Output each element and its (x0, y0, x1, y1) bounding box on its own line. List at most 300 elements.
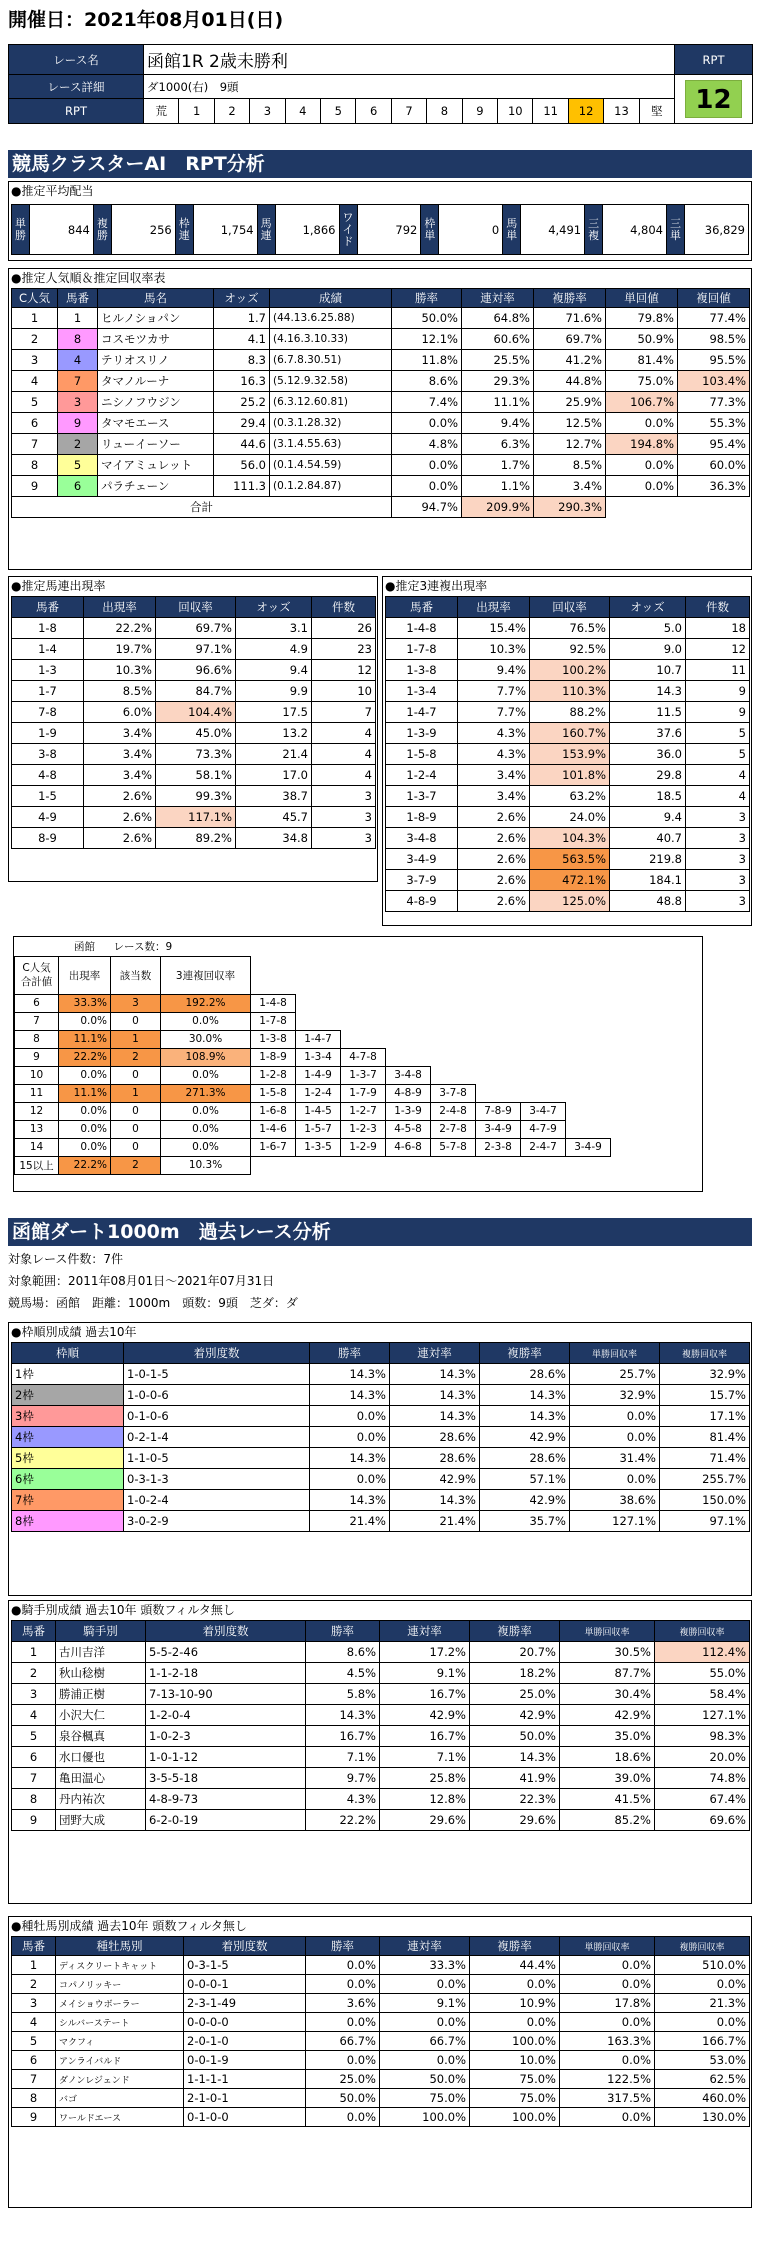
waku-cell: 3-0-2-9 (124, 1511, 310, 1532)
empty-cell (431, 956, 476, 994)
pop-cell: 56.0 (214, 455, 270, 476)
cpop-combo: 3-7-8 (431, 1084, 476, 1102)
pop-cell: (4.16.3.10.33) (270, 329, 392, 350)
table-row (12, 1768, 750, 1789)
jockey-cell: 6 (12, 1747, 56, 1768)
cpop-combo (521, 1156, 566, 1174)
sanren-cell: 2.6% (458, 807, 530, 828)
pop-header: 複回値 (678, 289, 750, 308)
cpop-header (15, 956, 59, 994)
pop-cell: (3.1.4.55.63) (270, 434, 392, 455)
pop-cell: 25.9% (534, 392, 606, 413)
race-name-label: レース名 (9, 45, 144, 75)
sire-header: 着別度数 (184, 1937, 306, 1956)
sanren-cell: 1-3-4 (386, 681, 458, 702)
sire-cell: 53.0% (655, 2051, 750, 2070)
cpop-combo: 1-2-8 (251, 1066, 296, 1084)
sanren-cell: 563.5% (530, 849, 610, 870)
jockey-cell: 5-5-2-46 (146, 1642, 306, 1663)
pop-header: 単回値 (606, 289, 678, 308)
pop-cell: マイアミュレット (98, 455, 214, 476)
cpop-combo (611, 1102, 743, 1120)
table-row (386, 828, 750, 849)
pop-cell: 6.3% (462, 434, 534, 455)
umaren-cell: 3.1 (236, 618, 312, 639)
sire-cell: 0.0% (380, 2013, 470, 2032)
sire-cell: 2-0-1-0 (184, 2032, 306, 2051)
sire-cell: 0.0% (306, 2108, 380, 2127)
waku-cell: 150.0% (660, 1490, 750, 1511)
cpop-combo (296, 1012, 341, 1030)
jockey-cell: 39.0% (560, 1768, 655, 1789)
waku-cell: 25.7% (570, 1364, 660, 1385)
jockey-cell: 泉谷楓真 (56, 1726, 146, 1747)
umaren-cell: 12 (312, 660, 376, 681)
waku-cell: 42.9% (480, 1490, 570, 1511)
table-row (12, 455, 750, 476)
cpop-rate: 0.0% (59, 1102, 111, 1120)
cpop-combo (431, 1012, 476, 1030)
umaren-cell: 9.9 (236, 681, 312, 702)
table-row (12, 681, 376, 702)
pop-cell: 77.3% (678, 392, 750, 413)
pop-cell: 8.3 (214, 350, 270, 371)
table-row (15, 1066, 743, 1084)
cpop-combo (611, 1048, 743, 1066)
payout-section (8, 181, 752, 261)
table-row (12, 1726, 750, 1747)
umaren-cell: 104.4% (156, 702, 236, 723)
sire-cell: シルバーステート (56, 2013, 184, 2032)
jockey-cell: 55.0% (655, 1663, 750, 1684)
umaren-cell: 89.2% (156, 828, 236, 849)
waku-cell: 14.3% (310, 1448, 390, 1469)
payout-label (339, 205, 357, 255)
cpop-return: 10.3% (161, 1156, 251, 1174)
jockey-cell: 2 (12, 1663, 56, 1684)
payout-label-text: 馬連 (260, 216, 272, 242)
rpt-scale-item: 7 (391, 99, 426, 123)
jockey-cell: 水口優也 (56, 1747, 146, 1768)
sire-cell: 0-0-0-0 (184, 2013, 306, 2032)
jockey-cell: 17.2% (380, 1642, 470, 1663)
jockey-cell: 85.2% (560, 1810, 655, 1831)
table-row (386, 807, 750, 828)
pop-cell: 25.5% (462, 350, 534, 371)
cpop-combo: 3-4-9 (566, 1138, 611, 1156)
waku-cell: 0.0% (310, 1406, 390, 1427)
table-row (12, 308, 750, 329)
sanren-cell: 1-5-8 (386, 744, 458, 765)
rpt-scale-item: 荒 (155, 104, 167, 118)
cpop-rate: 0.0% (59, 1066, 111, 1084)
empty-cell (521, 937, 566, 956)
sire-cell: 0.0% (560, 1956, 655, 1975)
jockey-cell: 29.6% (470, 1810, 560, 1831)
cpop-combo (386, 1156, 431, 1174)
pop-cell: (5.12.9.32.58) (270, 371, 392, 392)
payout-value: 844 (30, 205, 94, 255)
sire-cell: ワールドエース (56, 2108, 184, 2127)
pop-cell: 29.4 (214, 413, 270, 434)
pop-cell: 50.0% (392, 308, 462, 329)
pop-cell: 0.0% (606, 455, 678, 476)
pop-cell: 0.0% (606, 413, 678, 434)
table-row (12, 828, 376, 849)
cpop-count: 0 (111, 1012, 161, 1030)
pop-cell: 8.5% (534, 455, 606, 476)
umaren-cell: 7-8 (12, 702, 84, 723)
umaren-cell: 3 (312, 786, 376, 807)
table-row (12, 2070, 750, 2089)
cpop-count: 2 (111, 1156, 161, 1174)
jockey-cell: 9.1% (380, 1663, 470, 1684)
cpop-combo: 1-2-3 (341, 1120, 386, 1138)
race-detail-label: レース詳細 (9, 75, 144, 99)
pop-cell: 1.1% (462, 476, 534, 497)
umaren-cell: 117.1% (156, 807, 236, 828)
waku-cell: 32.9% (660, 1364, 750, 1385)
pop-cell: 81.4% (606, 350, 678, 371)
table-row (12, 1490, 750, 1511)
pop-cell: 111.3 (214, 476, 270, 497)
cpop-combo (521, 1048, 566, 1066)
jockey-header: 勝率 (306, 1621, 380, 1642)
umaren-cell: 8-9 (12, 828, 84, 849)
table-row (12, 1385, 750, 1406)
pop-cell: 4.8% (392, 434, 462, 455)
rpt-label: RPT (9, 99, 144, 124)
empty-cell (251, 956, 296, 994)
pop-cell: 69.7% (534, 329, 606, 350)
umaren-cell: 38.7 (236, 786, 312, 807)
pop-cell: 44.6 (214, 434, 270, 455)
sire-cell: 17.8% (560, 1994, 655, 2013)
sanren-cell: 10.3% (458, 639, 530, 660)
pop-cell: 60.6% (462, 329, 534, 350)
table-row (12, 434, 750, 455)
umaren-cell: 1-4 (12, 639, 84, 660)
pop-cell: 11.8% (392, 350, 462, 371)
cpop-combo: 1-3-7 (341, 1066, 386, 1084)
jockey-cell: 4.3% (306, 1789, 380, 1810)
sanren-cell: 3.4% (458, 765, 530, 786)
jockey-cell: 9 (12, 1810, 56, 1831)
payout-value: 792 (357, 205, 421, 255)
sire-cell: 1 (12, 1956, 56, 1975)
pop-cell: 7.4% (392, 392, 462, 413)
rpt-scale-item: 10 (497, 99, 532, 123)
waku-cell: 2枠 (12, 1385, 124, 1406)
table-row (386, 870, 750, 891)
sanren-cell: 76.5% (530, 618, 610, 639)
pop-cell: 8 (58, 329, 98, 350)
table-row (12, 413, 750, 434)
sanren-cell: 5 (686, 723, 750, 744)
pop-total-win: 94.7% (392, 497, 462, 518)
waku-cell: 1-0-2-4 (124, 1490, 310, 1511)
waku-cell: 14.3% (480, 1385, 570, 1406)
sanren-cell: 7.7% (458, 681, 530, 702)
jockey-cell: 112.4% (655, 1642, 750, 1663)
waku-cell: 1-0-1-5 (124, 1364, 310, 1385)
jockey-cell: 30.4% (560, 1684, 655, 1705)
sire-cell: 166.7% (655, 2032, 750, 2051)
sire-cell: 0.0% (306, 2051, 380, 2070)
cpop-count: 3 (111, 994, 161, 1012)
umaren-cell: 9.4 (236, 660, 312, 681)
cpop-count: 0 (111, 1102, 161, 1120)
umaren-cell: 45.0% (156, 723, 236, 744)
pop-cell: 0.0% (392, 413, 462, 434)
cpop-header-1b: 合計値 (20, 976, 53, 988)
cpop-combo: 1-2-7 (341, 1102, 386, 1120)
cpop-k: 6 (15, 994, 59, 1012)
sire-cell: 510.0% (655, 1956, 750, 1975)
waku-cell: 1-1-0-5 (124, 1448, 310, 1469)
payout-label (257, 205, 275, 255)
table-row (15, 1084, 743, 1102)
jockey-cell: 7.1% (380, 1747, 470, 1768)
target-range: 対象範囲：2011年08月01日～2021年07月31日 (8, 1274, 275, 1288)
cpop-combo: 1-2-4 (296, 1084, 341, 1102)
cpop-combo (431, 1156, 476, 1174)
payout-label (503, 205, 521, 255)
table-row (15, 1012, 743, 1030)
payout-label (667, 205, 685, 255)
sire-header: 種牡馬別 (56, 1937, 184, 1956)
sire-cell: 6 (12, 2051, 56, 2070)
pop-header: 馬番 (58, 289, 98, 308)
sanren-cell: 1-2-4 (386, 765, 458, 786)
payout-value: 4,804 (603, 205, 667, 255)
cpop-combo: 1-4-7 (296, 1030, 341, 1048)
jockey-cell: 14.3% (470, 1747, 560, 1768)
pop-cell: (6.3.12.60.81) (270, 392, 392, 413)
payout-label-text: 単勝 (15, 216, 26, 242)
cpop-k: 15以上 (15, 1156, 59, 1174)
cpop-combo (431, 1048, 476, 1066)
cpop-return: 108.9% (161, 1048, 251, 1066)
table-row (12, 1511, 750, 1532)
umaren-cell: 4 (312, 744, 376, 765)
table-row (12, 2013, 750, 2032)
waku-cell: 14.3% (390, 1490, 480, 1511)
sire-cell: 4 (12, 2013, 56, 2032)
jockey-cell: 6-2-0-19 (146, 1810, 306, 1831)
umaren-table (11, 596, 376, 849)
cpop-combo: 1-4-9 (296, 1066, 341, 1084)
cpop-combo: 3-4-9 (476, 1120, 521, 1138)
table-row (386, 786, 750, 807)
cpop-count: 0 (111, 1120, 161, 1138)
jockey-cell: 69.6% (655, 1810, 750, 1831)
cpop-combo (476, 1156, 521, 1174)
waku-cell: 0.0% (310, 1469, 390, 1490)
cpop-k: 13 (15, 1120, 59, 1138)
pop-cell: 12.5% (534, 413, 606, 434)
table-row (15, 1030, 743, 1048)
table-row (12, 1469, 750, 1490)
table-row (12, 1406, 750, 1427)
jockey-header: 着別度数 (146, 1621, 306, 1642)
sire-cell: 75.0% (470, 2070, 560, 2089)
sanren-cell: 12 (686, 639, 750, 660)
cpop-combo (566, 1084, 611, 1102)
sire-cell: 3 (12, 1994, 56, 2013)
section-title-past: 函館ダート1000m 過去レース分析 (8, 1218, 752, 1246)
sire-cell: 0.0% (470, 1975, 560, 1994)
venue-name: 函館 (74, 940, 95, 953)
sire-cell: 1-1-1-1 (184, 2070, 306, 2089)
race-name: 函館1R 2歳未勝利 (144, 45, 675, 75)
rpt-scale-item: 11 (532, 99, 567, 123)
umaren-header: 出現率 (84, 597, 156, 618)
cpop-combo: 2-4-8 (431, 1102, 476, 1120)
jockey-cell: 1 (12, 1642, 56, 1663)
waku-cell: 21.4% (310, 1511, 390, 1532)
cpop-combo: 1-8-9 (251, 1048, 296, 1066)
table-row (12, 1427, 750, 1448)
waku-cell: 42.9% (480, 1427, 570, 1448)
cpop-combo (341, 994, 386, 1012)
pop-cell: 79.8% (606, 308, 678, 329)
cpop-combo: 1-7-9 (341, 1084, 386, 1102)
cpop-combo (611, 1138, 743, 1156)
table-row (12, 2051, 750, 2070)
sanren-cell: 1-7-8 (386, 639, 458, 660)
umaren-cell: 84.7% (156, 681, 236, 702)
table-row (12, 371, 750, 392)
sanren-cell: 2.6% (458, 849, 530, 870)
pop-cell: 9.4% (462, 413, 534, 434)
pop-cell: 71.6% (534, 308, 606, 329)
pop-cell: 41.2% (534, 350, 606, 371)
empty-cell (606, 497, 678, 518)
umaren-cell: 1-5 (12, 786, 84, 807)
cpop-combo (521, 1066, 566, 1084)
table-row (12, 476, 750, 497)
sire-cell: 0.0% (380, 1975, 470, 1994)
waku-cell: 0.0% (310, 1427, 390, 1448)
sire-title: ●種牡馬別成績 過去10年 頭数フィルタ無し (11, 1919, 247, 1933)
waku-cell: 1枠 (12, 1364, 124, 1385)
cpop-rate: 22.2% (59, 1048, 111, 1066)
cpop-return: 0.0% (161, 1012, 251, 1030)
pop-cell: 106.7% (606, 392, 678, 413)
sire-cell: 50.0% (306, 2089, 380, 2108)
jockey-cell: 42.9% (380, 1705, 470, 1726)
cpop-k: 11 (15, 1084, 59, 1102)
popularity-section (8, 268, 752, 570)
pop-total-place3: 290.3% (534, 497, 606, 518)
jockey-cell: 41.9% (470, 1768, 560, 1789)
umaren-cell: 2.6% (84, 828, 156, 849)
sanren-cell: 472.1% (530, 870, 610, 891)
jockey-cell: 18.2% (470, 1663, 560, 1684)
sanren-cell: 29.8 (610, 765, 686, 786)
sanren-cell: 11.5 (610, 702, 686, 723)
sire-section (8, 1916, 752, 2208)
cpop-combo (611, 1012, 743, 1030)
rpt-scale-item: 6 (355, 99, 390, 123)
umaren-cell: 26 (312, 618, 376, 639)
sire-cell: 100.0% (470, 2032, 560, 2051)
cpop-combo: 1-3-5 (296, 1138, 341, 1156)
table-row (15, 1102, 743, 1120)
sire-cell: 0.0% (380, 2051, 470, 2070)
payout-label (585, 205, 603, 255)
pop-cell: 1.7% (462, 455, 534, 476)
waku-cell: 81.4% (660, 1427, 750, 1448)
pop-cell: 9 (12, 476, 58, 497)
payout-value: 1,866 (275, 205, 339, 255)
waku-header: 着別度数 (124, 1343, 310, 1364)
table-row (12, 1956, 750, 1975)
pop-cell: 25.2 (214, 392, 270, 413)
event-date: 開催日：2021年08月01日(日) (8, 9, 284, 31)
payout-value: 0 (439, 205, 503, 255)
pop-header: C人気 (12, 289, 58, 308)
sanren-cell: 9 (686, 702, 750, 723)
jockey-cell: 12.8% (380, 1789, 470, 1810)
rpt-value: 12 (685, 80, 742, 118)
empty-cell (611, 937, 743, 956)
pop-cell: 36.3% (678, 476, 750, 497)
table-row (15, 994, 743, 1012)
pop-cell: 44.8% (534, 371, 606, 392)
empty-cell (678, 497, 750, 518)
waku-cell: 0.0% (570, 1406, 660, 1427)
sanren-cell: 3-7-9 (386, 870, 458, 891)
empty-cell (431, 937, 476, 956)
umaren-cell: 4-9 (12, 807, 84, 828)
pop-cell: 3.4% (534, 476, 606, 497)
umaren-header: 馬番 (12, 597, 84, 618)
sanren-cell: 3 (686, 849, 750, 870)
cpop-k: 9 (15, 1048, 59, 1066)
sanren-cell: 10.7 (610, 660, 686, 681)
pop-cell: 4 (58, 350, 98, 371)
jockey-cell: 35.0% (560, 1726, 655, 1747)
table-row (15, 1138, 743, 1156)
rpt-scale-item: 堅 (639, 99, 674, 123)
sire-cell: 10.0% (470, 2051, 560, 2070)
pop-cell: 4.1 (214, 329, 270, 350)
sanren-cell: 5.0 (610, 618, 686, 639)
jockey-header: 複勝率 (470, 1621, 560, 1642)
umaren-cell: 3 (312, 828, 376, 849)
jockey-cell: 9.7% (306, 1768, 380, 1789)
sanren-cell: 11 (686, 660, 750, 681)
sire-cell: 33.3% (380, 1956, 470, 1975)
target-race-count: 対象レース件数：7件 (8, 1252, 124, 1266)
payout-label-text: 三複 (588, 216, 600, 242)
pop-cell: 1 (12, 308, 58, 329)
sanren-cell: 24.0% (530, 807, 610, 828)
umaren-cell: 22.2% (84, 618, 156, 639)
table-row (12, 1684, 750, 1705)
sanren-cell: 2.6% (458, 870, 530, 891)
section-title-rpt: 競馬クラスターAI RPT分析 (8, 150, 752, 178)
jockey-cell: 42.9% (560, 1705, 655, 1726)
waku-cell: 3枠 (12, 1406, 124, 1427)
waku-cell: 28.6% (480, 1364, 570, 1385)
sire-cell: 75.0% (470, 2089, 560, 2108)
sire-cell: 100.0% (380, 2108, 470, 2127)
empty-cell (296, 937, 341, 956)
rpt-header: RPT (675, 45, 753, 75)
